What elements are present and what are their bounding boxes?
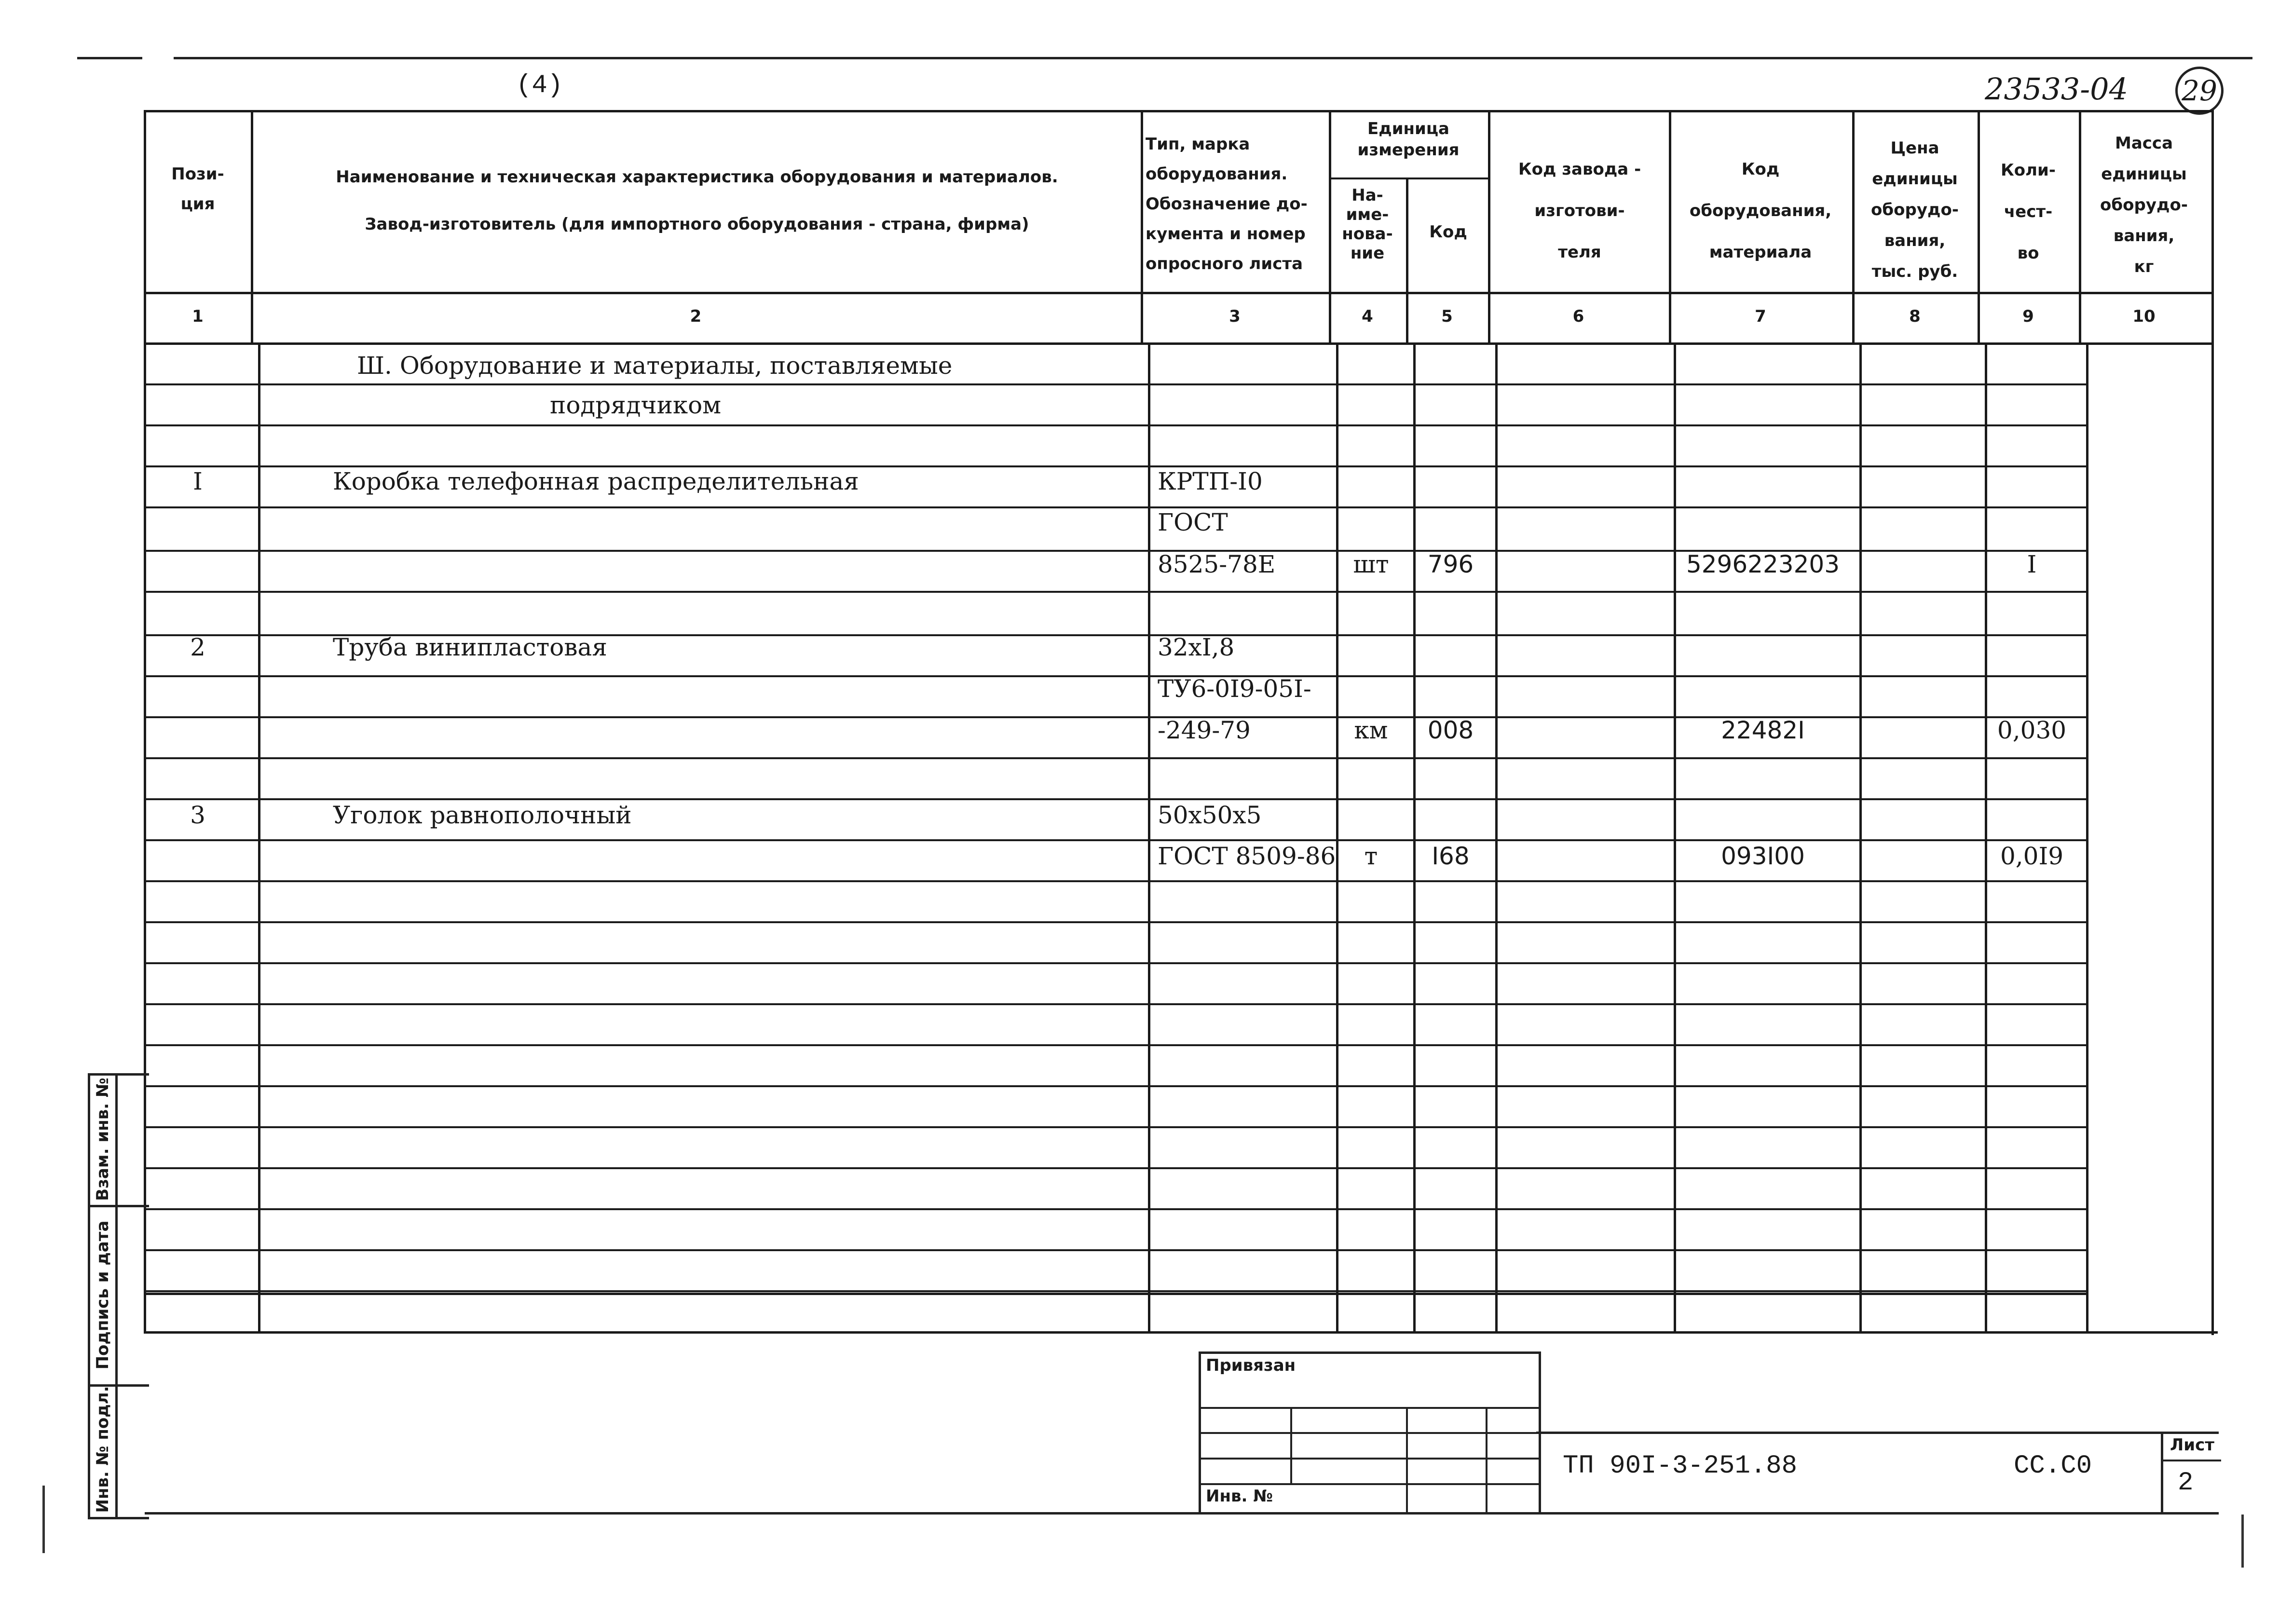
row-line [144,1208,2088,1210]
col-num-1: 1 [192,307,204,326]
row-type: ГОСТ [1158,508,1228,536]
col-divider-body [2086,342,2088,1331]
document-code: 23533-04 [1985,71,2129,107]
col-header-type: Тип, марка оборудования. Обозначение до- кумента и номер опросного листа [1146,135,1308,273]
row-quantity: 0,030 [1997,716,2067,744]
row-unit: км [1354,716,1388,744]
col-num-6: 6 [1572,307,1584,326]
col-divider-body [1413,342,1416,1331]
col-header-mass: Масса единицы оборудо- вания, кг [2100,134,2188,276]
col-header-price: Цена единицы оборудо- вания, тыс. руб. [1871,138,1959,281]
row-type: КРТП-I0 [1158,467,1263,495]
inv-no-label: Инв. № [1206,1487,1273,1506]
side-stamp-vzam: Взам. инв. № [93,1078,112,1201]
col-header-factory-code: Код завода - изготови- теля [1518,160,1641,262]
row-type: ТУ6-0I9-05I- [1158,675,1311,703]
col-num-5: 5 [1441,307,1453,326]
side-stamp-inv: Инв. № подл. [93,1386,112,1513]
section-title-line-1: Ш. Оборудование и материалы, поставляемые [357,352,953,380]
col-num-10: 10 [2132,307,2156,326]
col-header-unit-name: На- име- нова- ние [1342,186,1393,263]
row-unit: т [1364,842,1378,870]
side-stamp [88,1073,149,1519]
row-position: I [193,467,203,495]
col-num-7: 7 [1755,307,1766,326]
row-line [144,1290,2088,1292]
row-line [144,1167,2088,1169]
row-type: ГОСТ 8509-86 [1158,842,1336,870]
row-line [144,1126,2088,1128]
sheet-value: 2 [2178,1468,2194,1498]
row-material-code: 093I00 [1721,842,1805,870]
col-header-position: Пози- ция [171,164,224,214]
side-stamp-podpis: Подпись и дата [93,1220,112,1370]
row-unit-code: 796 [1427,550,1474,578]
privyazan-vline-2 [1406,1407,1408,1513]
row-unit-code: 008 [1427,716,1474,744]
col-num-2: 2 [690,307,702,326]
row-line [144,1003,2088,1005]
row-type: 50х50х5 [1158,801,1262,829]
privyazan-hline-4 [1201,1483,1539,1485]
row-type: -249-79 [1158,716,1251,744]
row-material-code: 5296223203 [1686,550,1840,578]
row-line [144,424,2088,426]
title-main-hline [1536,1432,2219,1434]
privyazan-hline-2 [1201,1432,1539,1434]
unit-group-divider [1329,177,1488,179]
row-line [144,506,2088,508]
row-position: 2 [190,633,205,661]
row-name: Труба винипластовая [333,633,607,661]
col-divider-body [1495,342,1498,1331]
row-line [144,880,2088,882]
privyazan-hline-1 [1201,1407,1539,1409]
table-top-border [144,110,2211,112]
row-line [144,757,2088,759]
col-header-name: Наименование и техническая характеристика оборудования и материалов. Завод-изготовитель (для импортного оборудования - страна, фирма) [336,167,1058,234]
col-divider-body [1148,342,1150,1331]
document-number: ТП 90I-3-251.88 [1563,1451,1798,1481]
sheet-box [2161,1432,2221,1512]
privyazan-vline-3 [1486,1407,1487,1513]
col-num-8: 8 [1909,307,1921,326]
col-header-unit-group: Единица измерения [1357,119,1460,160]
sheet-circle-number: 29 [2175,67,2224,115]
col-divider-body [1336,342,1338,1331]
colnum-bottom-line [144,342,2211,345]
table-right-border [2211,110,2214,1335]
side-stamp-vline [115,1076,118,1517]
header-bottom-line [144,292,2211,294]
col-header-quantity: Коли- чест- во [2001,161,2056,263]
row-line [144,591,2088,593]
privyazan-label: Привязан [1206,1356,1296,1375]
privyazan-box [1199,1351,1541,1513]
right-edge-tick [2241,1515,2244,1568]
col-num-4: 4 [1362,307,1373,326]
row-line [144,921,2088,923]
privyazan-vline-1 [1290,1407,1292,1484]
row-name: Коробка телефонная распределительная [333,467,859,495]
row-quantity: I [2027,550,2037,578]
title-block-frame [145,1329,2219,1515]
sheet-box-hline [2163,1460,2221,1461]
row-line [144,1249,2088,1251]
col-num-9: 9 [2022,307,2034,326]
row-position: 3 [190,801,205,829]
row-type: 8525-78Е [1158,550,1276,578]
col-divider-body [1985,342,1987,1331]
document-mark: СС.С0 [2014,1451,2092,1481]
row-line [144,1044,2088,1046]
row-line [144,383,2088,385]
col-num-3: 3 [1229,307,1241,326]
body-bottom-line [144,1293,2088,1295]
row-line [144,1085,2088,1087]
row-line [144,675,2088,677]
row-type: 32хI,8 [1158,633,1235,661]
col-header-unit-code: Код [1429,222,1467,242]
row-name: Уголок равнополочный [333,801,632,829]
col-divider-body [1859,342,1862,1331]
row-quantity: 0,0I9 [2000,842,2064,870]
sheet-label: Лист [2170,1435,2214,1455]
row-line [144,839,2088,841]
page-number-top: (4) [516,71,563,100]
row-line [144,962,2088,964]
col-divider-body [258,342,260,1331]
section-title-line-2: подрядчиком [550,391,722,419]
privyazan-hline-3 [1201,1458,1539,1460]
row-line [144,798,2088,800]
row-unit: шт [1353,550,1389,578]
row-material-code: 22482I [1721,716,1805,744]
left-edge-line [42,1486,45,1553]
col-divider-body [1674,342,1676,1331]
col-header-material-code: Код оборудования, материала [1689,160,1832,262]
row-unit-code: I68 [1432,842,1470,870]
